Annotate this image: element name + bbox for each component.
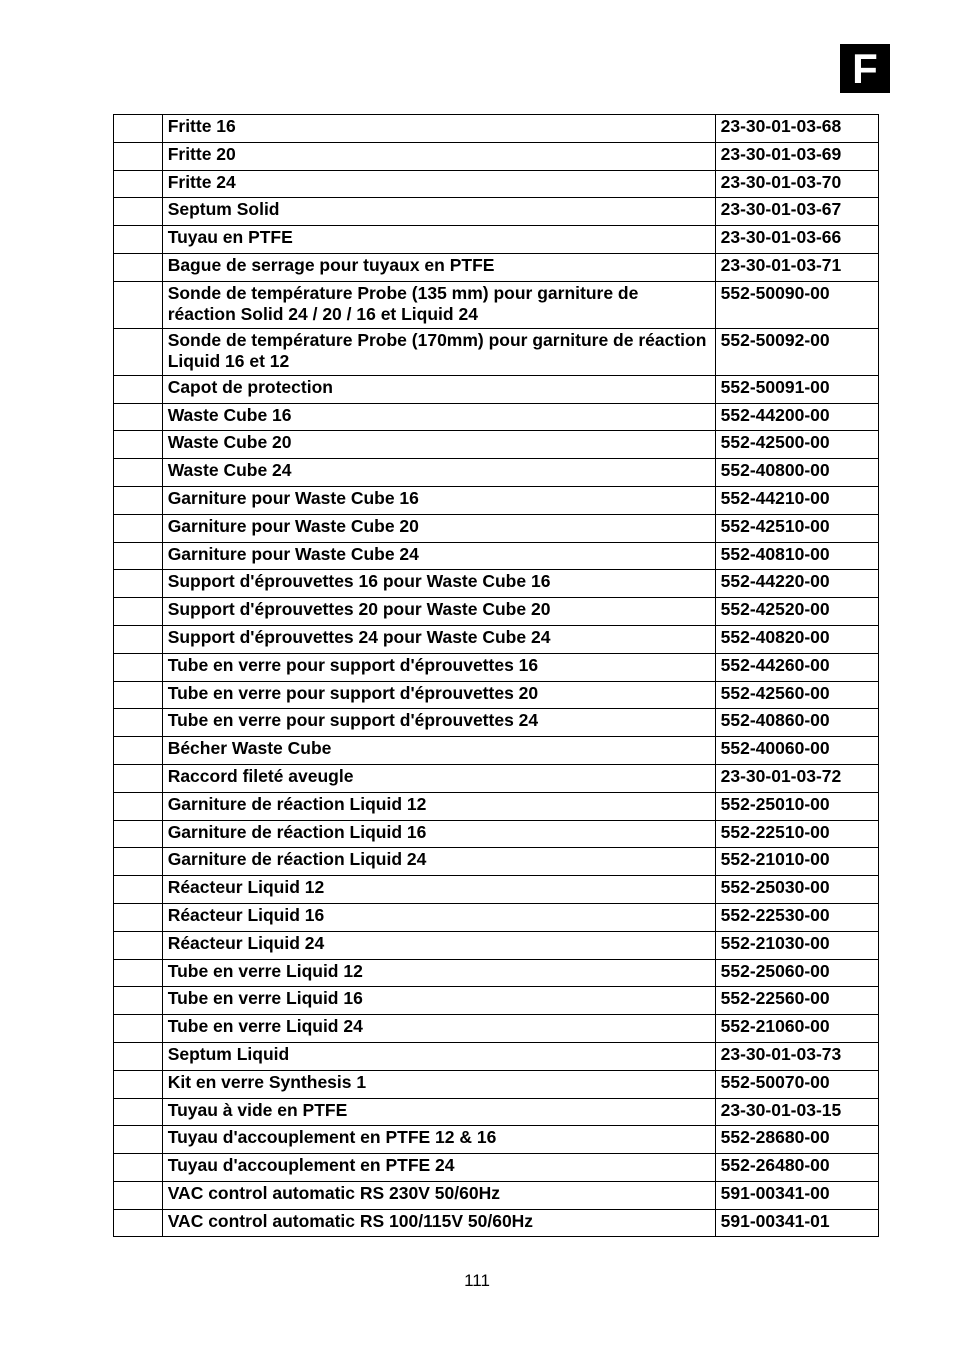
parts-table	[113, 114, 879, 1237]
part-reference: 552-42560-00	[715, 681, 878, 709]
table-row	[114, 1181, 879, 1209]
part-description: Garniture de réaction Liquid 12	[162, 792, 715, 820]
row-blank-cell	[114, 625, 163, 653]
language-badge: F	[840, 44, 890, 93]
row-blank-cell	[114, 403, 163, 431]
table-row	[114, 403, 879, 431]
table-row	[114, 931, 879, 959]
part-reference: 23-30-01-03-66	[715, 226, 878, 254]
part-reference: 23-30-01-03-69	[715, 142, 878, 170]
part-reference: 552-50090-00	[715, 281, 878, 328]
table-row	[114, 542, 879, 570]
part-description: Tube en verre pour support d'éprouvettes 16	[162, 653, 715, 681]
part-reference: 552-28680-00	[715, 1126, 878, 1154]
table-row	[114, 328, 879, 375]
part-reference: 552-22560-00	[715, 987, 878, 1015]
table-row	[114, 903, 879, 931]
part-description: Support d'éprouvettes 20 pour Waste Cube 20	[162, 598, 715, 626]
row-blank-cell	[114, 598, 163, 626]
part-reference: 552-22510-00	[715, 820, 878, 848]
table-row	[114, 876, 879, 904]
part-description: Réacteur Liquid 24	[162, 931, 715, 959]
part-reference: 552-40860-00	[715, 709, 878, 737]
part-description: Garniture de réaction Liquid 16	[162, 820, 715, 848]
table-row	[114, 625, 879, 653]
table-row	[114, 987, 879, 1015]
table-row	[114, 709, 879, 737]
table-row	[114, 764, 879, 792]
part-description: Septum Liquid	[162, 1042, 715, 1070]
part-description: Tuyau d'accouplement en PTFE 12 & 16	[162, 1126, 715, 1154]
part-reference: 552-42510-00	[715, 514, 878, 542]
row-blank-cell	[114, 987, 163, 1015]
part-reference: 552-22530-00	[715, 903, 878, 931]
row-blank-cell	[114, 542, 163, 570]
part-description: VAC control automatic RS 230V 50/60Hz	[162, 1181, 715, 1209]
part-reference: 552-26480-00	[715, 1154, 878, 1182]
part-description: Tube en verre pour support d'éprouvettes 20	[162, 681, 715, 709]
part-description: Tuyau d'accouplement en PTFE 24	[162, 1154, 715, 1182]
row-blank-cell	[114, 486, 163, 514]
part-description: Raccord fileté aveugle	[162, 764, 715, 792]
part-description: Waste Cube 24	[162, 459, 715, 487]
row-blank-cell	[114, 653, 163, 681]
part-reference: 552-44220-00	[715, 570, 878, 598]
table-row	[114, 681, 879, 709]
part-description: Tube en verre Liquid 24	[162, 1015, 715, 1043]
row-blank-cell	[114, 253, 163, 281]
part-reference: 552-40060-00	[715, 737, 878, 765]
row-blank-cell	[114, 931, 163, 959]
row-blank-cell	[114, 792, 163, 820]
table-row	[114, 514, 879, 542]
part-description: Sonde de température Probe (135 mm) pour garniture de réaction Solid 24 / 20 / 16 et Liquid 24	[162, 281, 715, 328]
table-row	[114, 820, 879, 848]
row-blank-cell	[114, 431, 163, 459]
page-number: 111	[464, 1271, 490, 1290]
part-description: Fritte 16	[162, 115, 715, 143]
part-reference: 23-30-01-03-68	[715, 115, 878, 143]
row-blank-cell	[114, 903, 163, 931]
part-reference: 552-21030-00	[715, 931, 878, 959]
row-blank-cell	[114, 1154, 163, 1182]
row-blank-cell	[114, 115, 163, 143]
table-row	[114, 459, 879, 487]
part-reference: 552-44260-00	[715, 653, 878, 681]
table-row	[114, 431, 879, 459]
table-row	[114, 1154, 879, 1182]
part-description: Fritte 24	[162, 170, 715, 198]
row-blank-cell	[114, 737, 163, 765]
row-blank-cell	[114, 1042, 163, 1070]
part-reference: 552-42500-00	[715, 431, 878, 459]
row-blank-cell	[114, 328, 163, 375]
part-description: Support d'éprouvettes 24 pour Waste Cube 24	[162, 625, 715, 653]
part-reference: 591-00341-01	[715, 1209, 878, 1237]
table-row	[114, 198, 879, 226]
part-description: Capot de protection	[162, 375, 715, 403]
part-reference: 591-00341-00	[715, 1181, 878, 1209]
table-row	[114, 1042, 879, 1070]
row-blank-cell	[114, 459, 163, 487]
row-blank-cell	[114, 764, 163, 792]
table-row	[114, 1098, 879, 1126]
table-row	[114, 570, 879, 598]
row-blank-cell	[114, 570, 163, 598]
part-description: Réacteur Liquid 12	[162, 876, 715, 904]
part-description: Garniture pour Waste Cube 20	[162, 514, 715, 542]
part-description: Bécher Waste Cube	[162, 737, 715, 765]
row-blank-cell	[114, 170, 163, 198]
row-blank-cell	[114, 198, 163, 226]
part-reference: 23-30-01-03-72	[715, 764, 878, 792]
part-reference: 552-25060-00	[715, 959, 878, 987]
part-description: Kit en verre Synthesis 1	[162, 1070, 715, 1098]
part-reference: 552-21060-00	[715, 1015, 878, 1043]
table-row	[114, 959, 879, 987]
part-reference: 552-50070-00	[715, 1070, 878, 1098]
table-row	[114, 375, 879, 403]
row-blank-cell	[114, 281, 163, 328]
part-description: Garniture pour Waste Cube 24	[162, 542, 715, 570]
row-blank-cell	[114, 848, 163, 876]
part-reference: 23-30-01-03-73	[715, 1042, 878, 1070]
part-reference: 552-21010-00	[715, 848, 878, 876]
row-blank-cell	[114, 876, 163, 904]
table-row	[114, 598, 879, 626]
part-description: Bague de serrage pour tuyaux en PTFE	[162, 253, 715, 281]
row-blank-cell	[114, 142, 163, 170]
row-blank-cell	[114, 1098, 163, 1126]
row-blank-cell	[114, 1209, 163, 1237]
table-row	[114, 792, 879, 820]
row-blank-cell	[114, 709, 163, 737]
part-description: Garniture de réaction Liquid 24	[162, 848, 715, 876]
row-blank-cell	[114, 820, 163, 848]
table-row	[114, 848, 879, 876]
part-description: Tuyau en PTFE	[162, 226, 715, 254]
table-row	[114, 1070, 879, 1098]
row-blank-cell	[114, 375, 163, 403]
part-description: Tube en verre Liquid 16	[162, 987, 715, 1015]
part-reference: 23-30-01-03-67	[715, 198, 878, 226]
table-row	[114, 226, 879, 254]
table-row	[114, 253, 879, 281]
row-blank-cell	[114, 514, 163, 542]
part-reference: 23-30-01-03-15	[715, 1098, 878, 1126]
row-blank-cell	[114, 959, 163, 987]
part-reference: 552-25010-00	[715, 792, 878, 820]
part-description: Tube en verre pour support d'éprouvettes 24	[162, 709, 715, 737]
row-blank-cell	[114, 1126, 163, 1154]
part-reference: 23-30-01-03-70	[715, 170, 878, 198]
part-description: Réacteur Liquid 16	[162, 903, 715, 931]
part-reference: 552-25030-00	[715, 876, 878, 904]
part-reference: 552-44200-00	[715, 403, 878, 431]
part-description: Support d'éprouvettes 16 pour Waste Cube 16	[162, 570, 715, 598]
part-reference: 552-50091-00	[715, 375, 878, 403]
table-row	[114, 170, 879, 198]
table-row	[114, 486, 879, 514]
table-row	[114, 1209, 879, 1237]
table-row	[114, 653, 879, 681]
part-reference: 552-40800-00	[715, 459, 878, 487]
parts-table-body	[114, 115, 879, 1237]
part-reference: 552-50092-00	[715, 328, 878, 375]
part-description: Tuyau à vide en PTFE	[162, 1098, 715, 1126]
part-description: Sonde de température Probe (170mm) pour garniture de réaction Liquid 16 et 12	[162, 328, 715, 375]
table-row	[114, 1015, 879, 1043]
part-description: Fritte 20	[162, 142, 715, 170]
table-row	[114, 1126, 879, 1154]
row-blank-cell	[114, 1070, 163, 1098]
part-reference: 552-42520-00	[715, 598, 878, 626]
row-blank-cell	[114, 1015, 163, 1043]
row-blank-cell	[114, 681, 163, 709]
part-description: VAC control automatic RS 100/115V 50/60Hz	[162, 1209, 715, 1237]
table-row	[114, 737, 879, 765]
part-reference: 552-44210-00	[715, 486, 878, 514]
row-blank-cell	[114, 1181, 163, 1209]
table-row	[114, 115, 879, 143]
part-reference: 552-40810-00	[715, 542, 878, 570]
part-reference: 23-30-01-03-71	[715, 253, 878, 281]
part-reference: 552-40820-00	[715, 625, 878, 653]
part-description: Garniture pour Waste Cube 16	[162, 486, 715, 514]
part-description: Waste Cube 16	[162, 403, 715, 431]
table-row	[114, 281, 879, 328]
table-row	[114, 142, 879, 170]
part-description: Septum Solid	[162, 198, 715, 226]
part-description: Waste Cube 20	[162, 431, 715, 459]
row-blank-cell	[114, 226, 163, 254]
part-description: Tube en verre Liquid 12	[162, 959, 715, 987]
